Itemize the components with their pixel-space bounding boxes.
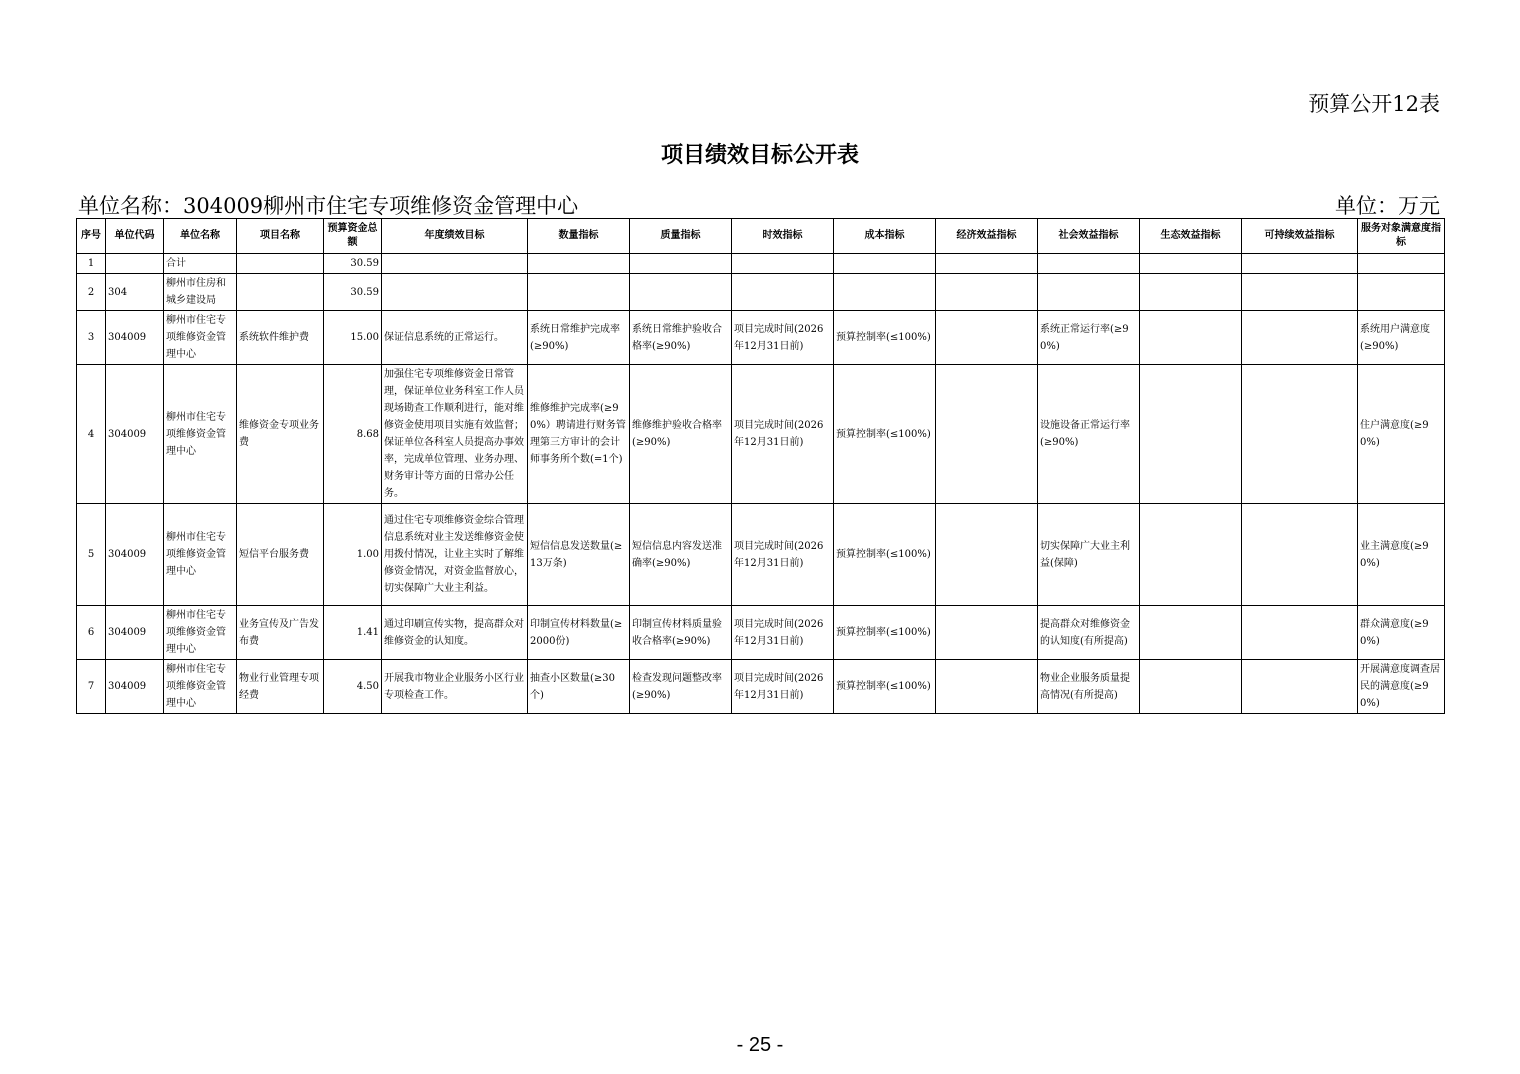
cell-ecological bbox=[1140, 274, 1242, 311]
col-header-ecological: 生态效益指标 bbox=[1140, 219, 1242, 254]
cell-ecological bbox=[1140, 660, 1242, 714]
cell-sustainable bbox=[1242, 660, 1358, 714]
cell-timeliness: 项目完成时间(2026年12月31日前) bbox=[732, 504, 834, 606]
cell-budget: 4.50 bbox=[324, 660, 382, 714]
col-header-social: 社会效益指标 bbox=[1038, 219, 1140, 254]
cell-satisfaction: 业主满意度(≥90%) bbox=[1358, 504, 1445, 606]
cell-code bbox=[106, 254, 164, 274]
cell-project: 短信平台服务费 bbox=[237, 504, 324, 606]
cell-satisfaction: 住户满意度(≥90%) bbox=[1358, 365, 1445, 504]
col-header-economic: 经济效益指标 bbox=[936, 219, 1038, 254]
cell-quality: 检查发现问题整改率(≥90%) bbox=[630, 660, 732, 714]
cell-code: 304009 bbox=[106, 311, 164, 365]
cell-cost bbox=[834, 254, 936, 274]
cell-ecological bbox=[1140, 606, 1242, 660]
cell-quality bbox=[630, 274, 732, 311]
cell-code: 304009 bbox=[106, 606, 164, 660]
cell-no: 6 bbox=[77, 606, 106, 660]
table-row bbox=[77, 660, 1445, 714]
col-header-project: 项目名称 bbox=[237, 219, 324, 254]
cell-goal: 通过住宅专项维修资金综合管理信息系统对业主发送维修资金使用拨付情况，让业主实时了解维修资金情况，对资金监督放心，切实保障广大业主利益。 bbox=[382, 504, 528, 606]
cell-code: 304009 bbox=[106, 365, 164, 504]
col-header-quality: 质量指标 bbox=[630, 219, 732, 254]
cell-cost bbox=[834, 274, 936, 311]
cell-satisfaction: 系统用户满意度(≥90%) bbox=[1358, 311, 1445, 365]
cell-economic bbox=[936, 274, 1038, 311]
cell-economic bbox=[936, 504, 1038, 606]
cell-no: 7 bbox=[77, 660, 106, 714]
cell-cost: 预算控制率(≤100%) bbox=[834, 660, 936, 714]
cell-code: 304 bbox=[106, 274, 164, 311]
table-row bbox=[77, 311, 1445, 365]
col-header-satisfaction: 服务对象满意度指标 bbox=[1358, 219, 1445, 254]
cell-economic bbox=[936, 606, 1038, 660]
cell-cost: 预算控制率(≤100%) bbox=[834, 311, 936, 365]
cell-no: 3 bbox=[77, 311, 106, 365]
cell-sustainable bbox=[1242, 365, 1358, 504]
cell-unit: 柳州市住宅专项维修资金管理中心 bbox=[164, 606, 237, 660]
cell-unit: 柳州市住宅专项维修资金管理中心 bbox=[164, 365, 237, 504]
cell-cost: 预算控制率(≤100%) bbox=[834, 365, 936, 504]
cell-sustainable bbox=[1242, 274, 1358, 311]
cell-unit: 柳州市住宅专项维修资金管理中心 bbox=[164, 311, 237, 365]
cell-cost: 预算控制率(≤100%) bbox=[834, 606, 936, 660]
cell-no: 4 bbox=[77, 365, 106, 504]
col-header-no: 序号 bbox=[77, 219, 106, 254]
cell-social bbox=[1038, 254, 1140, 274]
cell-social: 物业企业服务质量提高情况(有所提高) bbox=[1038, 660, 1140, 714]
cell-quantity: 系统日常维护完成率(≥90%) bbox=[528, 311, 630, 365]
cell-project bbox=[237, 274, 324, 311]
col-header-goal: 年度绩效目标 bbox=[382, 219, 528, 254]
cell-unit: 柳州市住房和城乡建设局 bbox=[164, 274, 237, 311]
performance-target-table bbox=[76, 218, 1445, 714]
cell-project: 系统软件维护费 bbox=[237, 311, 324, 365]
cell-budget: 8.68 bbox=[324, 365, 382, 504]
cell-budget: 15.00 bbox=[324, 311, 382, 365]
cell-quality: 系统日常维护验收合格率(≥90%) bbox=[630, 311, 732, 365]
cell-sustainable bbox=[1242, 606, 1358, 660]
cell-ecological bbox=[1140, 504, 1242, 606]
cell-unit: 柳州市住宅专项维修资金管理中心 bbox=[164, 504, 237, 606]
cell-social: 切实保障广大业主利益(保障) bbox=[1038, 504, 1140, 606]
page-title: 项目绩效目标公开表 bbox=[660, 143, 859, 168]
cell-goal: 加强住宅专项维修资金日常管理，保证单位业务科室工作人员现场勘查工作顺利进行，能对维修资金使用项目实施有效监督；保证单位各科室人员提高办事效率，完成单位管理、业务办理、财务审计等方面的日常办公任务。 bbox=[382, 365, 528, 504]
cell-goal bbox=[382, 254, 528, 274]
cell-social: 设施设备正常运行率(≥90%) bbox=[1038, 365, 1140, 504]
cell-quantity: 维修维护完成率(≥90%）聘请进行财务管理第三方审计的会计师事务所个数(=1个) bbox=[528, 365, 630, 504]
currency-unit-label: 单位：万元 bbox=[1335, 194, 1440, 218]
cell-budget: 1.41 bbox=[324, 606, 382, 660]
cell-social: 系统正常运行率(≥90%) bbox=[1038, 311, 1140, 365]
cell-project bbox=[237, 254, 324, 274]
cell-satisfaction bbox=[1358, 274, 1445, 311]
cell-sustainable bbox=[1242, 311, 1358, 365]
table-row bbox=[77, 606, 1445, 660]
cell-economic bbox=[936, 365, 1038, 504]
cell-timeliness bbox=[732, 274, 834, 311]
cell-budget: 30.59 bbox=[324, 254, 382, 274]
cell-economic bbox=[936, 311, 1038, 365]
col-header-code: 单位代码 bbox=[106, 219, 164, 254]
cell-goal: 开展我市物业企业服务小区行业专项检查工作。 bbox=[382, 660, 528, 714]
unit-name-label: 单位名称：304009柳州市住宅专项维修资金管理中心 bbox=[78, 194, 579, 218]
cell-quantity: 抽查小区数量(≥30个) bbox=[528, 660, 630, 714]
col-header-quantity: 数量指标 bbox=[528, 219, 630, 254]
cell-no: 2 bbox=[77, 274, 106, 311]
col-header-timeliness: 时效指标 bbox=[732, 219, 834, 254]
cell-quality bbox=[630, 254, 732, 274]
cell-ecological bbox=[1140, 311, 1242, 365]
col-header-budget: 预算资金总额 bbox=[324, 219, 382, 254]
cell-unit: 合计 bbox=[164, 254, 237, 274]
cell-no: 1 bbox=[77, 254, 106, 274]
cell-timeliness: 项目完成时间(2026年12月31日前) bbox=[732, 660, 834, 714]
cell-goal bbox=[382, 274, 528, 311]
cell-budget: 1.00 bbox=[324, 504, 382, 606]
col-header-cost: 成本指标 bbox=[834, 219, 936, 254]
cell-timeliness: 项目完成时间(2026年12月31日前) bbox=[732, 311, 834, 365]
cell-satisfaction bbox=[1358, 254, 1445, 274]
cell-timeliness: 项目完成时间(2026年12月31日前) bbox=[732, 365, 834, 504]
cell-code: 304009 bbox=[106, 504, 164, 606]
cell-social: 提高群众对维修资金的认知度(有所提高) bbox=[1038, 606, 1140, 660]
cell-timeliness bbox=[732, 254, 834, 274]
cell-social bbox=[1038, 274, 1140, 311]
page-number: - 25 - bbox=[736, 1034, 784, 1056]
cell-project: 业务宣传及广告发布费 bbox=[237, 606, 324, 660]
cell-quality: 维修维护验收合格率(≥90%) bbox=[630, 365, 732, 504]
cell-economic bbox=[936, 254, 1038, 274]
table-row bbox=[77, 365, 1445, 504]
cell-ecological bbox=[1140, 365, 1242, 504]
cell-budget: 30.59 bbox=[324, 274, 382, 311]
table-row bbox=[77, 254, 1445, 274]
table-header-row bbox=[77, 219, 1445, 254]
cell-project: 维修资金专项业务费 bbox=[237, 365, 324, 504]
cell-goal: 保证信息系统的正常运行。 bbox=[382, 311, 528, 365]
cell-quantity bbox=[528, 274, 630, 311]
cell-timeliness: 项目完成时间(2026年12月31日前) bbox=[732, 606, 834, 660]
cell-code: 304009 bbox=[106, 660, 164, 714]
cell-ecological bbox=[1140, 254, 1242, 274]
cell-no: 5 bbox=[77, 504, 106, 606]
cell-satisfaction: 开展满意度调查居民的满意度(≥90%) bbox=[1358, 660, 1445, 714]
table-row bbox=[77, 504, 1445, 606]
cell-goal: 通过印刷宣传实物，提高群众对维修资金的认知度。 bbox=[382, 606, 528, 660]
cell-quality: 印制宣传材料质量验收合格率(≥90%) bbox=[630, 606, 732, 660]
cell-satisfaction: 群众满意度(≥90%) bbox=[1358, 606, 1445, 660]
cell-quantity bbox=[528, 254, 630, 274]
cell-sustainable bbox=[1242, 254, 1358, 274]
col-header-sustainable: 可持续效益指标 bbox=[1242, 219, 1358, 254]
cell-project: 物业行业管理专项经费 bbox=[237, 660, 324, 714]
table-number: 预算公开12表 bbox=[1308, 92, 1440, 116]
cell-quantity: 印制宣传材料数量(≥2000份) bbox=[528, 606, 630, 660]
cell-quality: 短信信息内容发送准确率(≥90%) bbox=[630, 504, 732, 606]
cell-cost: 预算控制率(≤100%) bbox=[834, 504, 936, 606]
table-row bbox=[77, 274, 1445, 311]
cell-economic bbox=[936, 660, 1038, 714]
col-header-unit: 单位名称 bbox=[164, 219, 237, 254]
cell-unit: 柳州市住宅专项维修资金管理中心 bbox=[164, 660, 237, 714]
cell-sustainable bbox=[1242, 504, 1358, 606]
cell-quantity: 短信信息发送数量(≥13万条) bbox=[528, 504, 630, 606]
